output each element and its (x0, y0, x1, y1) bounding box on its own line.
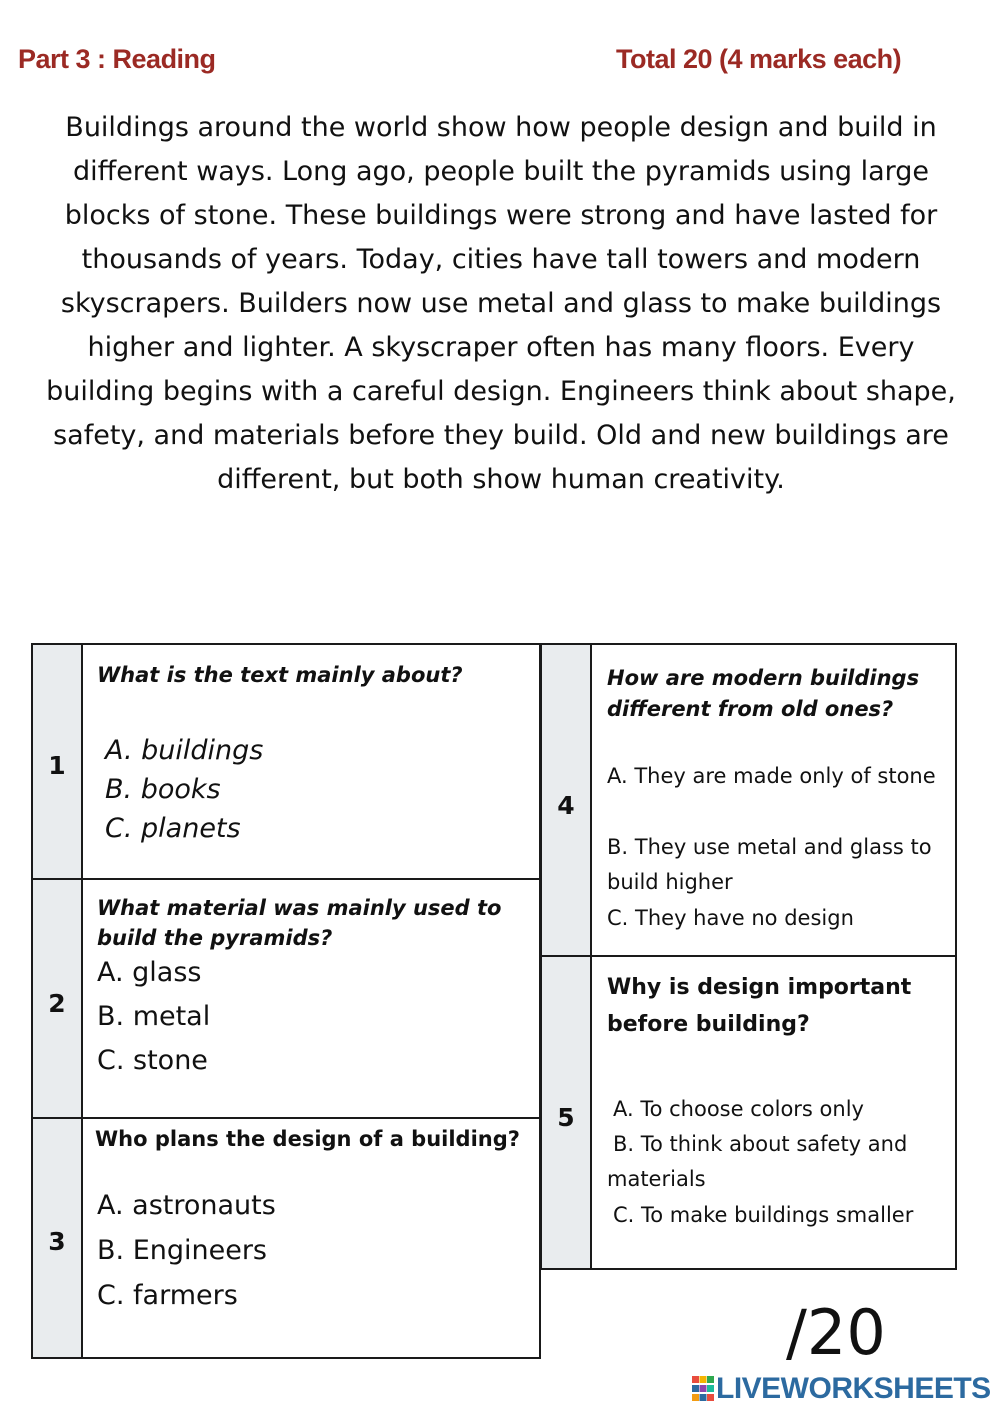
brand-name: LIVEWORKSHEETS (716, 1372, 991, 1405)
question-2-text: What material was mainly used to build the pyramids? (97, 896, 502, 950)
question-5-option-c[interactable]: C. To make buildings smaller (613, 1203, 914, 1227)
question-3-text: Who plans the design of a building? (95, 1127, 520, 1151)
question-number-5: 5 (557, 1103, 575, 1132)
question-number-3: 3 (48, 1227, 66, 1256)
question-3-option-c[interactable]: C. farmers (97, 1280, 238, 1311)
question-5-text: Why is design important before building? (607, 975, 912, 1037)
question-number-2: 2 (48, 989, 66, 1018)
total-marks: Total 20 (4 marks each) (616, 44, 902, 74)
question-5-option-b[interactable]: B. To think about safety and materials (607, 1132, 908, 1191)
brand-logo (692, 1372, 991, 1406)
question-3-option-a[interactable]: A. astronauts (97, 1190, 276, 1221)
left-question-table (31, 643, 541, 1359)
question-5-option-a[interactable]: A. To choose colors only (613, 1097, 864, 1121)
reading-passage: Buildings around the world show how people design and build in different ways. Long ago, people built the pyramids using large blocks of stone. These buildings were strong and have lasted for thousands of years. Today, cities have tall towers and modern skyscrapers. Builders now use metal and glass to make buildings higher and lighter. A skyscraper often has many floors. Every building begins with a careful design. Engineers think about shape, safety, and materials before they build. Old and new buildings are different, but both show human creativity. (46, 112, 956, 495)
question-1-option-c[interactable]: C. planets (105, 813, 241, 844)
question-number-4: 4 (557, 791, 575, 820)
right-question-table (540, 643, 957, 1270)
question-3-option-b[interactable]: B. Engineers (97, 1235, 268, 1266)
question-4-option-a[interactable]: A. They are made only of stone (607, 764, 936, 788)
question-4-option-b[interactable]: B. They use metal and glass to build higher (607, 835, 932, 894)
question-2-option-b[interactable]: B. metal (97, 1001, 211, 1032)
question-1-option-b[interactable]: B. books (105, 774, 221, 805)
question-4-text: How are modern buildings different from old ones? (607, 666, 920, 721)
question-2-option-a[interactable]: A. glass (97, 957, 202, 988)
question-number-1: 1 (48, 751, 66, 780)
question-2-option-c[interactable]: C. stone (97, 1045, 208, 1076)
part-title: Part 3 : Reading (18, 44, 216, 74)
question-1-text: What is the text mainly about? (97, 663, 463, 687)
score-total: /20 (786, 1296, 886, 1369)
question-4-option-c[interactable]: C. They have no design (607, 906, 854, 930)
question-1-option-a[interactable]: A. buildings (105, 735, 264, 766)
liveworksheets-logo-icon (692, 1376, 714, 1402)
